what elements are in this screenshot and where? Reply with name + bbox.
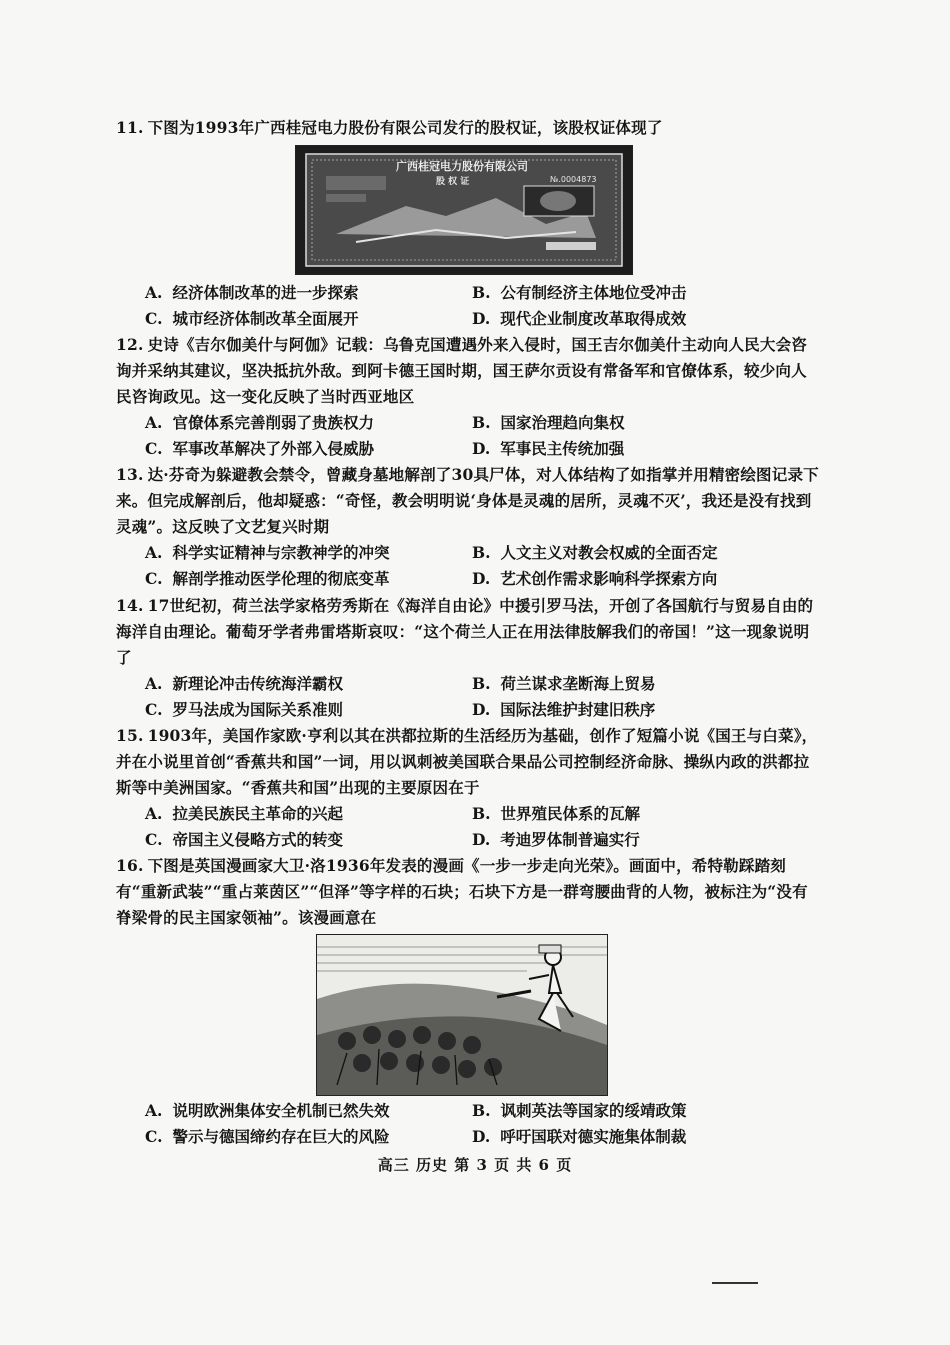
- q16-option-d[interactable]: D. 呼吁国联对德实施集体制裁: [472, 1127, 687, 1146]
- cartoon-drawing: [317, 935, 607, 1095]
- certificate-company-name: 广西桂冠电力股份有限公司: [396, 160, 528, 173]
- stock-certificate-image: [295, 145, 633, 275]
- q15-option-a[interactable]: A. 拉美民族民主革命的兴起: [145, 804, 343, 823]
- certificate-serial: №.0004873: [550, 175, 597, 184]
- page-footer: 高三 历史 第 3 页 共 6 页: [377, 1156, 573, 1174]
- certificate-subtitle: 股 权 证: [436, 177, 470, 187]
- q13-option-c[interactable]: C. 解剖学推动医学伦理的彻底变革: [145, 569, 390, 588]
- question-11-stem: 11. 下图为1993年广西桂冠电力股份有限公司发行的股权证，该股权证体现了: [116, 118, 663, 137]
- q12-option-b[interactable]: B. 国家治理趋向集权: [472, 413, 625, 432]
- q16-option-c[interactable]: C. 警示与德国缔约存在巨大的风险: [145, 1127, 390, 1146]
- q11-option-c[interactable]: C. 城市经济体制改革全面展开: [145, 309, 359, 328]
- corner-scan-mark: [712, 1282, 758, 1292]
- q11-option-b[interactable]: B. 公有制经济主体地位受冲击: [472, 283, 687, 302]
- question-14-stem: 14. 17世纪初，荷兰法学家格劳秀斯在《海洋自由论》中援引罗马法，开创了各国航行与贸易自由的海洋自由理论。葡萄牙学者弗雷塔斯哀叹：“这个荷兰人正在用法律肢解我们的帝国！”这一现象说明了: [116, 596, 814, 667]
- q15-option-c[interactable]: C. 帝国主义侵略方式的转变: [145, 830, 343, 849]
- q14-option-b[interactable]: B. 荷兰谋求垄断海上贸易: [472, 674, 656, 693]
- q15-option-b[interactable]: B. 世界殖民体系的瓦解: [472, 804, 641, 823]
- q13-option-d[interactable]: D. 艺术创作需求影响科学探索方向: [472, 569, 718, 588]
- q16-option-a[interactable]: A. 说明欧洲集体安全机制已然失效: [145, 1101, 390, 1120]
- q12-option-c[interactable]: C. 军事改革解决了外部入侵威胁: [145, 439, 374, 458]
- q11-option-a[interactable]: A. 经济体制改革的进一步探索: [145, 283, 359, 302]
- q14-option-c[interactable]: C. 罗马法成为国际关系准则: [145, 700, 343, 719]
- question-12-stem: 12. 史诗《吉尔伽美什与阿伽》记载：乌鲁克国遭遇外来入侵时，国王吉尔伽美什主动向人民大会咨询并采纳其建议，坚决抵抗外敌。到阿卡德王国时期，国王萨尔贡设有常备军和官僚体系，较少向人民咨询政见。这一变化反映了当时西亚地区: [116, 335, 807, 406]
- q13-option-b[interactable]: B. 人文主义对教会权威的全面否定: [472, 543, 718, 562]
- q15-option-d[interactable]: D. 考迪罗体制普遍实行: [472, 830, 640, 849]
- q11-option-d[interactable]: D. 现代企业制度改革取得成效: [472, 309, 687, 328]
- q13-option-a[interactable]: A. 科学实证精神与宗教神学的冲突: [145, 543, 390, 562]
- q12-option-a[interactable]: A. 官僚体系完善削弱了贵族权力: [145, 413, 374, 432]
- cartoon-image: [316, 934, 608, 1096]
- q14-option-d[interactable]: D. 国际法维护封建旧秩序: [472, 700, 656, 719]
- stock-certificate-drawing: [296, 146, 632, 274]
- q16-option-b[interactable]: B. 讽刺英法等国家的绥靖政策: [472, 1101, 687, 1120]
- q12-option-d[interactable]: D. 军事民主传统加强: [472, 439, 625, 458]
- question-13-stem: 13. 达·芬奇为躲避教会禁令，曾藏身墓地解剖了30具尸体，对人体结构了如指掌并用精密绘图记录下来。但完成解剖后，他却疑惑：“奇怪，教会明明说‘身体是灵魂的居所，灵魂不灭’，我还是没有找到灵魂”。这反映了文艺复兴时期: [116, 465, 819, 536]
- question-15-stem: 15. 1903年，美国作家欧·亨利以其在洪都拉斯的生活经历为基础，创作了短篇小说《国王与白菜》，并在小说里首创“香蕉共和国”一词，用以讽刺被美国联合果品公司控制经济命脉、操纵内政的洪都拉斯等中美洲国家。“香蕉共和国”出现的主要原因在于: [116, 726, 818, 797]
- q14-option-a[interactable]: A. 新理论冲击传统海洋霸权: [145, 674, 343, 693]
- question-16-stem: 16. 下图是英国漫画家大卫·洛1936年发表的漫画《一步一步走向光荣》。画面中，希特勒踩踏刻有“重新武装”“重占莱茵区”“但泽”等字样的石块；石块下方是一群弯腰曲背的人物，被标注为“没有脊梁骨的民主国家领袖”。该漫画意在: [116, 856, 808, 927]
